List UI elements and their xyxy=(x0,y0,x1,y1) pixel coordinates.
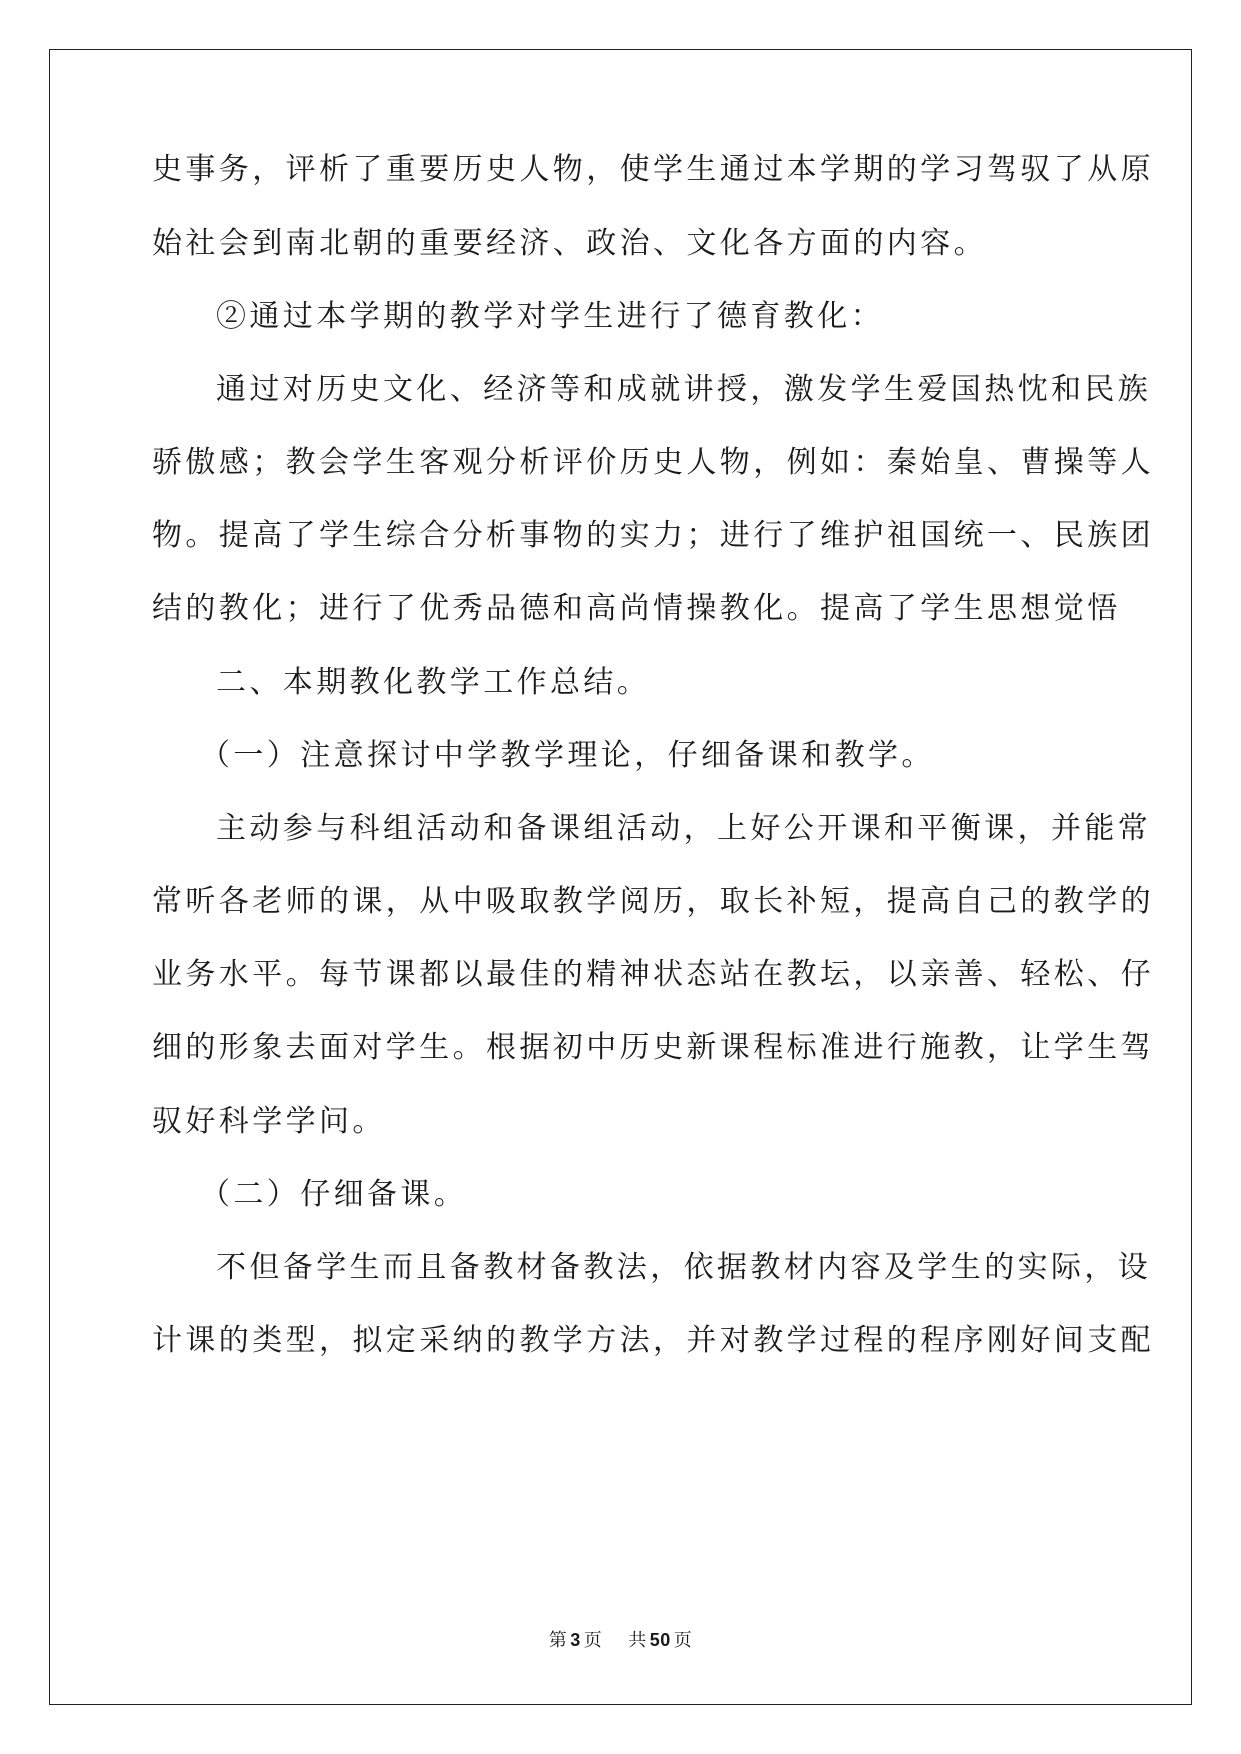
total-suffix: 页 xyxy=(673,1630,693,1651)
paragraph-line: 物。提高了学生综合分析事物的实力；进行了维护祖国统一、民族团 xyxy=(152,518,1154,553)
paragraph-line: 主动参与科组活动和备课组活动，上好公开课和平衡课，并能常 xyxy=(216,811,1152,846)
total-prefix: 共 xyxy=(628,1630,647,1651)
page-suffix: 页 xyxy=(583,1630,603,1651)
paragraph-line: 不但备学生而且备教材备教法，依据教材内容及学生的实际，设 xyxy=(216,1250,1152,1285)
paragraph-line: 常听各老师的课，从中吸取教学阅历，取长补短，提高自己的教学的 xyxy=(152,884,1154,919)
paragraph-line: 细的形象去面对学生。根据初中历史新课程标准进行施教，让学生驾 xyxy=(152,1030,1154,1065)
paragraph-line: 业务水平。每节课都以最佳的精神状态站在教坛，以亲善、轻松、仔 xyxy=(152,957,1154,992)
subsection-heading: （一）注意探讨中学教学理论，仔细备课和教学。 xyxy=(200,738,935,773)
subsection-heading: （二）仔细备课。 xyxy=(200,1177,468,1212)
paragraph-line: 始社会到南北朝的重要经济、政治、文化各方面的内容。 xyxy=(152,226,987,261)
page-number: 3 xyxy=(570,1630,581,1650)
paragraph-line: 计课的类型，拟定采纳的教学方法，并对教学过程的程序刚好间支配 xyxy=(152,1323,1154,1358)
page-footer xyxy=(0,1628,1241,1653)
paragraph-line: ②通过本学期的教学对学生进行了德育教化： xyxy=(216,299,884,334)
paragraph-line: 驭好科学学问。 xyxy=(152,1104,386,1139)
paragraph-line: 通过对历史文化、经济等和成就讲授，激发学生爱国热忱和民族 xyxy=(216,372,1152,407)
paragraph-line: 史事务，评析了重要历史人物，使学生通过本学期的学习驾驭了从原 xyxy=(152,152,1154,187)
paragraph-line: 结的教化；进行了优秀品德和高尚情操教化。提高了学生思想觉悟 xyxy=(152,591,1121,626)
total-pages: 50 xyxy=(649,1630,671,1650)
section-heading: 二、本期教化教学工作总结。 xyxy=(216,665,651,700)
paragraph-line: 骄傲感；教会学生客观分析评价历史人物，例如：秦始皇、曹操等人 xyxy=(152,445,1154,480)
page-prefix: 第 xyxy=(548,1630,568,1651)
